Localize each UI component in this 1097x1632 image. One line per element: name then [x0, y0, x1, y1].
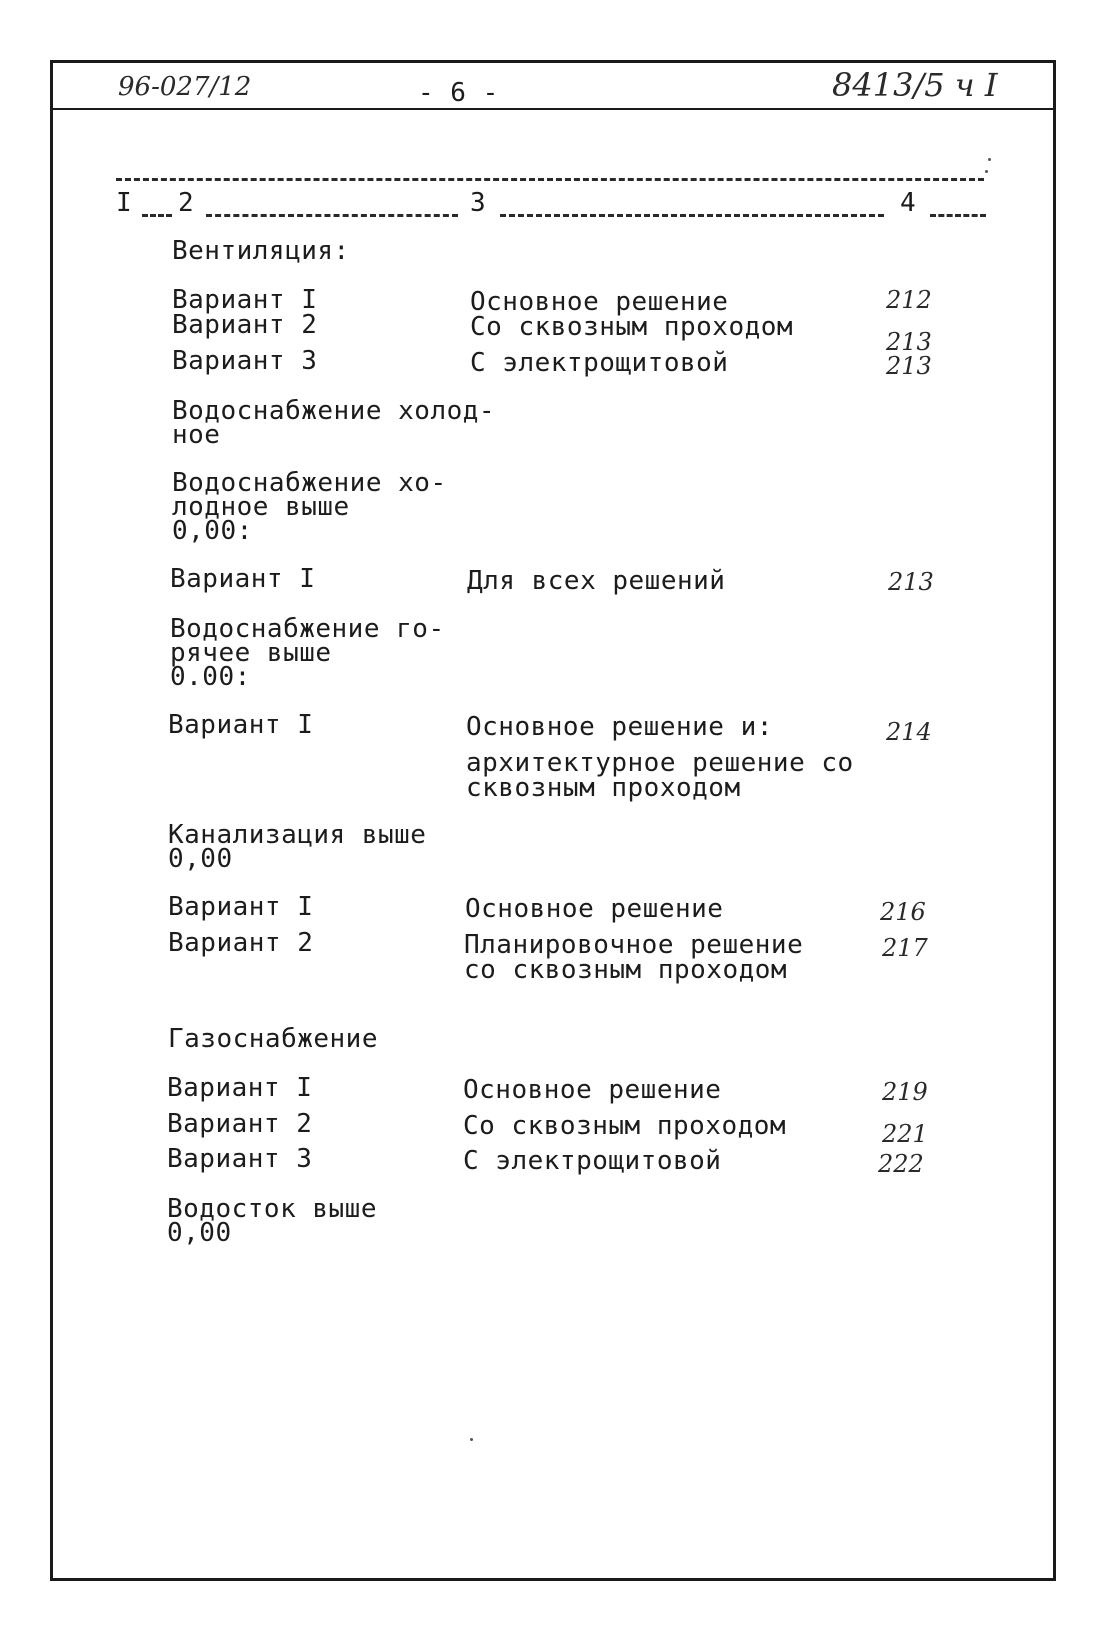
variant-label: Вариант I	[168, 892, 314, 922]
sheet-ref: 213	[888, 568, 934, 596]
section-title: 0.00:	[170, 662, 251, 692]
doc-code: 96-027/12	[118, 72, 252, 102]
sheet-ref: 213	[886, 352, 932, 380]
solution-description: Планировочное решение	[464, 930, 804, 960]
section-title: Водоснабжение холод-	[172, 396, 496, 426]
column-header-bottom-rule	[206, 214, 458, 217]
solution-description: Основное решение	[463, 1075, 722, 1105]
column-header-1: I	[116, 188, 133, 218]
section-title: Водосток выше	[167, 1194, 377, 1224]
variant-label: Вариант 2	[167, 1109, 313, 1139]
column-header-bottom-rule	[142, 214, 172, 217]
variant-label: Вариант 3	[172, 346, 318, 376]
solution-description: архитектурное решение со	[466, 748, 854, 778]
column-header-bottom-rule	[500, 214, 884, 217]
solution-description: Основное решение	[465, 894, 724, 924]
album-ref: 8413/5 ч I	[832, 66, 998, 104]
sheet-ref: 219	[882, 1078, 928, 1106]
section-title: 0,00	[167, 1218, 232, 1248]
header-rule	[50, 108, 1056, 110]
variant-label: Вариант I	[168, 710, 314, 740]
section-title: 0,00:	[172, 516, 253, 546]
sheet-ref: 212	[886, 286, 932, 314]
section-title: лодное выше	[172, 492, 350, 522]
sheet-ref: 217	[882, 934, 928, 962]
section-title: ное	[172, 420, 221, 450]
section-title: Водоснабжение го-	[170, 614, 445, 644]
sheet-ref: 216	[880, 898, 926, 926]
solution-description: Со сквозным проходом	[470, 312, 794, 342]
section-title: Канализация выше	[168, 820, 427, 850]
column-header-3: 3	[470, 188, 487, 218]
column-header-2: 2	[178, 188, 195, 218]
column-header-bottom-rule	[930, 214, 986, 217]
section-title: Вентиляция:	[172, 236, 350, 266]
sheet-ref: 222	[878, 1150, 924, 1178]
speck	[988, 158, 991, 161]
solution-description: со сквозным проходом	[464, 955, 788, 985]
variant-label: Вариант 2	[168, 928, 314, 958]
speck	[470, 1438, 473, 1441]
section-title: 0,00	[168, 844, 233, 874]
variant-label: Вариант I	[167, 1073, 313, 1103]
column-header-4: 4	[900, 188, 917, 218]
variant-label: Вариант I	[170, 564, 316, 594]
variant-label: Вариант 2	[172, 310, 318, 340]
solution-description: Для всех решений	[467, 566, 726, 596]
variant-label: Вариант I	[172, 285, 318, 315]
section-title: Газоснабжение	[168, 1024, 378, 1054]
section-title: Водоснабжение хо-	[172, 468, 447, 498]
solution-description: сквозным проходом	[466, 773, 741, 803]
sheet-ref: 221	[882, 1120, 928, 1148]
solution-description: С электрощитовой	[470, 348, 729, 378]
sheet-ref: 214	[886, 718, 932, 746]
solution-description: Со сквозным проходом	[463, 1111, 787, 1141]
column-header-top-rule	[116, 178, 984, 181]
speck	[985, 170, 988, 173]
solution-description: С электрощитовой	[463, 1146, 722, 1176]
page-number: - 6 -	[418, 78, 499, 108]
solution-description: Основное решение и:	[466, 712, 773, 742]
variant-label: Вариант 3	[167, 1144, 313, 1174]
solution-description: Основное решение	[470, 287, 729, 317]
section-title: рячее выше	[170, 638, 332, 668]
sheet-ref: 213	[886, 328, 932, 356]
